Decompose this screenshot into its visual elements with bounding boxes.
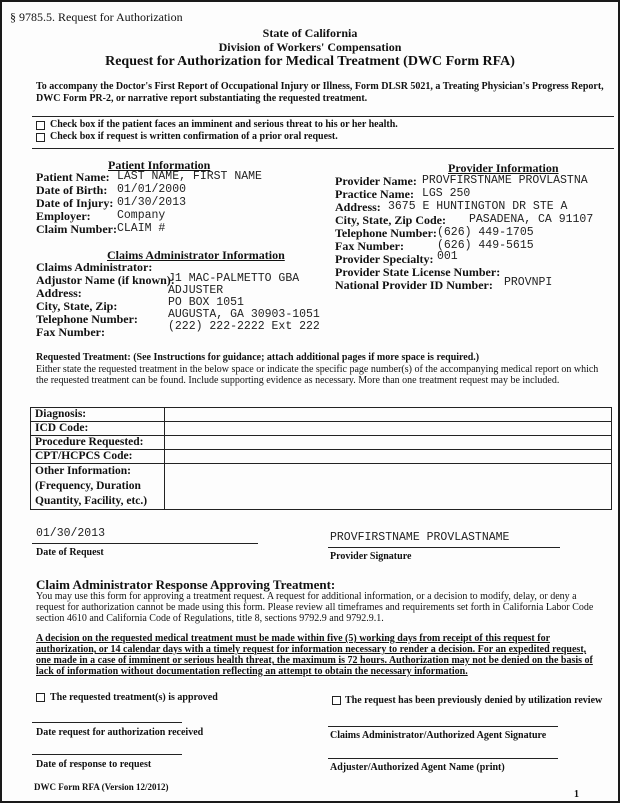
- provider-specialty-label: Provider Specialty:: [335, 252, 434, 266]
- table-row: [31, 436, 612, 450]
- claims-admin-name-field[interactable]: J1 MAC-PALMETTO GBA: [168, 272, 300, 285]
- claims-address-field[interactable]: PO BOX 1051: [168, 296, 244, 309]
- claims-admin-label: Claims Administrator:: [36, 260, 153, 274]
- claims-address-label: Address:: [36, 286, 82, 300]
- provider-city-field[interactable]: PASADENA, CA 91107: [469, 213, 594, 226]
- provider-name-label: Provider Name:: [335, 174, 417, 188]
- other-info-label: [31, 464, 165, 510]
- cpt-code-label: CPT/HCPCS Code:: [31, 450, 165, 464]
- provider-info-heading: Provider Information: [448, 161, 559, 175]
- agent-signature-label: Claims Administrator/Authorized Agent Signature: [330, 730, 547, 741]
- treatment-table: [30, 407, 612, 510]
- other-info-line: Quantity, Facility, etc.): [35, 495, 148, 507]
- state-heading: State of California: [262, 26, 358, 40]
- section-title: § 9785.5. Request for Authorization: [10, 10, 183, 24]
- icd-code-field[interactable]: [165, 422, 612, 436]
- provider-fax-label: Fax Number:: [335, 239, 404, 253]
- claims-phone-field[interactable]: (222) 222-2222 Ext 222: [168, 320, 320, 333]
- form-title: Request for Authorization for Medical Treatment (DWC Form RFA): [105, 54, 515, 69]
- claim-number-label: Claim Number:: [36, 222, 117, 236]
- decision-notice: A decision on the requested medical treatment must be made within five (5) working days from receipt of this request for authorization, or 14 calendar days with a timely request for information necessary to render a decision. For an expedited request, one made in a case of imminent or serious health threat, the maximum is 72 hours. Authorization may not be denied on the basis of lack of information without documentation reflecting an attempt to obtain the necessary information.: [36, 633, 593, 677]
- header-rule: [32, 116, 614, 117]
- provider-address-field[interactable]: 3675 E HUNTINGTON DR STE A: [388, 200, 568, 213]
- claims-city-field[interactable]: AUGUSTA, GA 30903-1051: [168, 308, 320, 321]
- npi-label: National Provider ID Number:: [335, 278, 493, 292]
- form-version: DWC Form RFA (Version 12/2012): [34, 782, 169, 792]
- employer-label: Employer:: [36, 209, 91, 223]
- claim-number-field[interactable]: CLAIM #: [117, 222, 166, 235]
- procedure-field[interactable]: [165, 436, 612, 450]
- provider-signature-label: Provider Signature: [330, 551, 412, 562]
- response-date-label: Date of response to request: [36, 759, 152, 770]
- provider-fax-field[interactable]: (626) 449-5615: [437, 239, 534, 252]
- oral-confirmation-label: Check box if request is written confirmation of a prior oral request.: [50, 131, 338, 142]
- npi-field[interactable]: PROVNPI: [504, 276, 553, 289]
- provider-city-label: City, State, Zip Code:: [335, 213, 446, 227]
- response-body: You may use this form for approving a treatment request. A request for additional information, or a decision to modify, delay, or deny a request for authorization cannot be made using this form. Please review all timeframes and requirements set forth in California Labor Code section 4610 and California Code of Regulations, title 8, sections 9792.9 and 9792.9.1.: [36, 591, 594, 624]
- doi-label: Date of Injury:: [36, 196, 114, 210]
- provider-license-label: Provider State License Number:: [335, 265, 501, 279]
- date-of-request-field[interactable]: 01/30/2013: [36, 527, 106, 540]
- table-row: [31, 408, 612, 422]
- icd-code-label: ICD Code:: [31, 422, 165, 436]
- practice-name-label: Practice Name:: [335, 187, 414, 201]
- adjuster-name-label: Adjuster/Authorized Agent Name (print): [330, 762, 505, 773]
- claims-fax-label: Fax Number:: [36, 325, 105, 339]
- dob-field[interactable]: 01/01/2000: [117, 183, 187, 196]
- date-of-request-label: Date of Request: [36, 547, 104, 558]
- table-row: [31, 464, 612, 510]
- claims-phone-label: Telephone Number:: [36, 312, 138, 326]
- cpt-code-field[interactable]: [165, 450, 612, 464]
- adjuster-name-line: [328, 758, 558, 759]
- adjustor-name-field[interactable]: ADJUSTER: [168, 284, 224, 297]
- approved-checkbox[interactable]: [36, 693, 45, 702]
- diagnosis-field[interactable]: [165, 408, 612, 422]
- response-heading: Claim Administrator Response Approving Treatment:: [36, 577, 336, 592]
- dob-label: Date of Birth:: [36, 183, 108, 197]
- other-info-line: (Frequency, Duration: [35, 480, 141, 492]
- other-info-field[interactable]: [165, 464, 612, 510]
- patient-name-label: Patient Name:: [36, 170, 110, 184]
- diagnosis-label: Diagnosis:: [31, 408, 165, 422]
- other-info-line: Other Information:: [35, 465, 131, 477]
- table-row: [31, 422, 612, 436]
- date-of-request-line: [32, 543, 258, 544]
- received-date-line: [32, 722, 182, 723]
- provider-specialty-field[interactable]: 001: [437, 250, 458, 263]
- approved-label: The requested treatment(s) is approved: [50, 692, 218, 703]
- provider-phone-label: Telephone Number:: [335, 226, 437, 240]
- adjustor-label: Adjustor Name (if known):: [36, 273, 175, 287]
- provider-address-label: Address:: [335, 200, 381, 214]
- claims-admin-heading: Claims Administrator Information: [107, 248, 285, 262]
- requested-treatment-instructions: Either state the requested treatment in the below space or indicate the specific page number(s) of the accompanying medical report on which the requested treatment can be found. Include supporting evidence as necessary. More than one treatment request may be included.: [36, 364, 599, 386]
- provider-name-field[interactable]: PROVFIRSTNAME PROVLASTNA: [422, 174, 588, 187]
- oral-confirmation-checkbox[interactable]: [36, 133, 45, 142]
- previously-denied-checkbox[interactable]: [332, 696, 341, 705]
- provider-signature-field[interactable]: PROVFIRSTNAME PROVLASTNAME: [330, 531, 510, 544]
- page-number: 1: [574, 789, 579, 800]
- imminent-threat-label: Check box if the patient faces an imminent and serious threat to his or her health.: [50, 119, 398, 130]
- response-date-line: [32, 754, 182, 755]
- checks-rule: [32, 148, 614, 149]
- agent-signature-line: [328, 726, 558, 727]
- practice-name-field[interactable]: LGS 250: [422, 187, 471, 200]
- claims-city-label: City, State, Zip:: [36, 299, 118, 313]
- procedure-label: Procedure Requested:: [31, 436, 165, 450]
- accompany-note: To accompany the Doctor's First Report of Occupational Injury or Illness, Form DLSR 5021, a Treating Physician's Progress Report, DWC Form PR-2, or narrative report substantiating the requested treatment.: [36, 81, 604, 104]
- patient-info-heading: Patient Information: [108, 158, 211, 172]
- requested-treatment-heading: Requested Treatment: (See Instructions for guidance; attach additional pages if more space is required.): [36, 352, 480, 363]
- previously-denied-label: The request has been previously denied by utilization review: [345, 695, 603, 706]
- imminent-threat-checkbox[interactable]: [36, 121, 45, 130]
- employer-field[interactable]: Company: [117, 209, 166, 222]
- doi-field[interactable]: 01/30/2013: [117, 196, 187, 209]
- patient-name-field[interactable]: LAST NAME, FIRST NAME: [117, 170, 262, 183]
- provider-signature-line: [328, 547, 560, 548]
- provider-phone-field[interactable]: (626) 449-1705: [437, 226, 534, 239]
- division-heading: Division of Workers' Compensation: [218, 40, 402, 54]
- table-row: [31, 450, 612, 464]
- received-date-label: Date request for authorization received: [36, 727, 204, 738]
